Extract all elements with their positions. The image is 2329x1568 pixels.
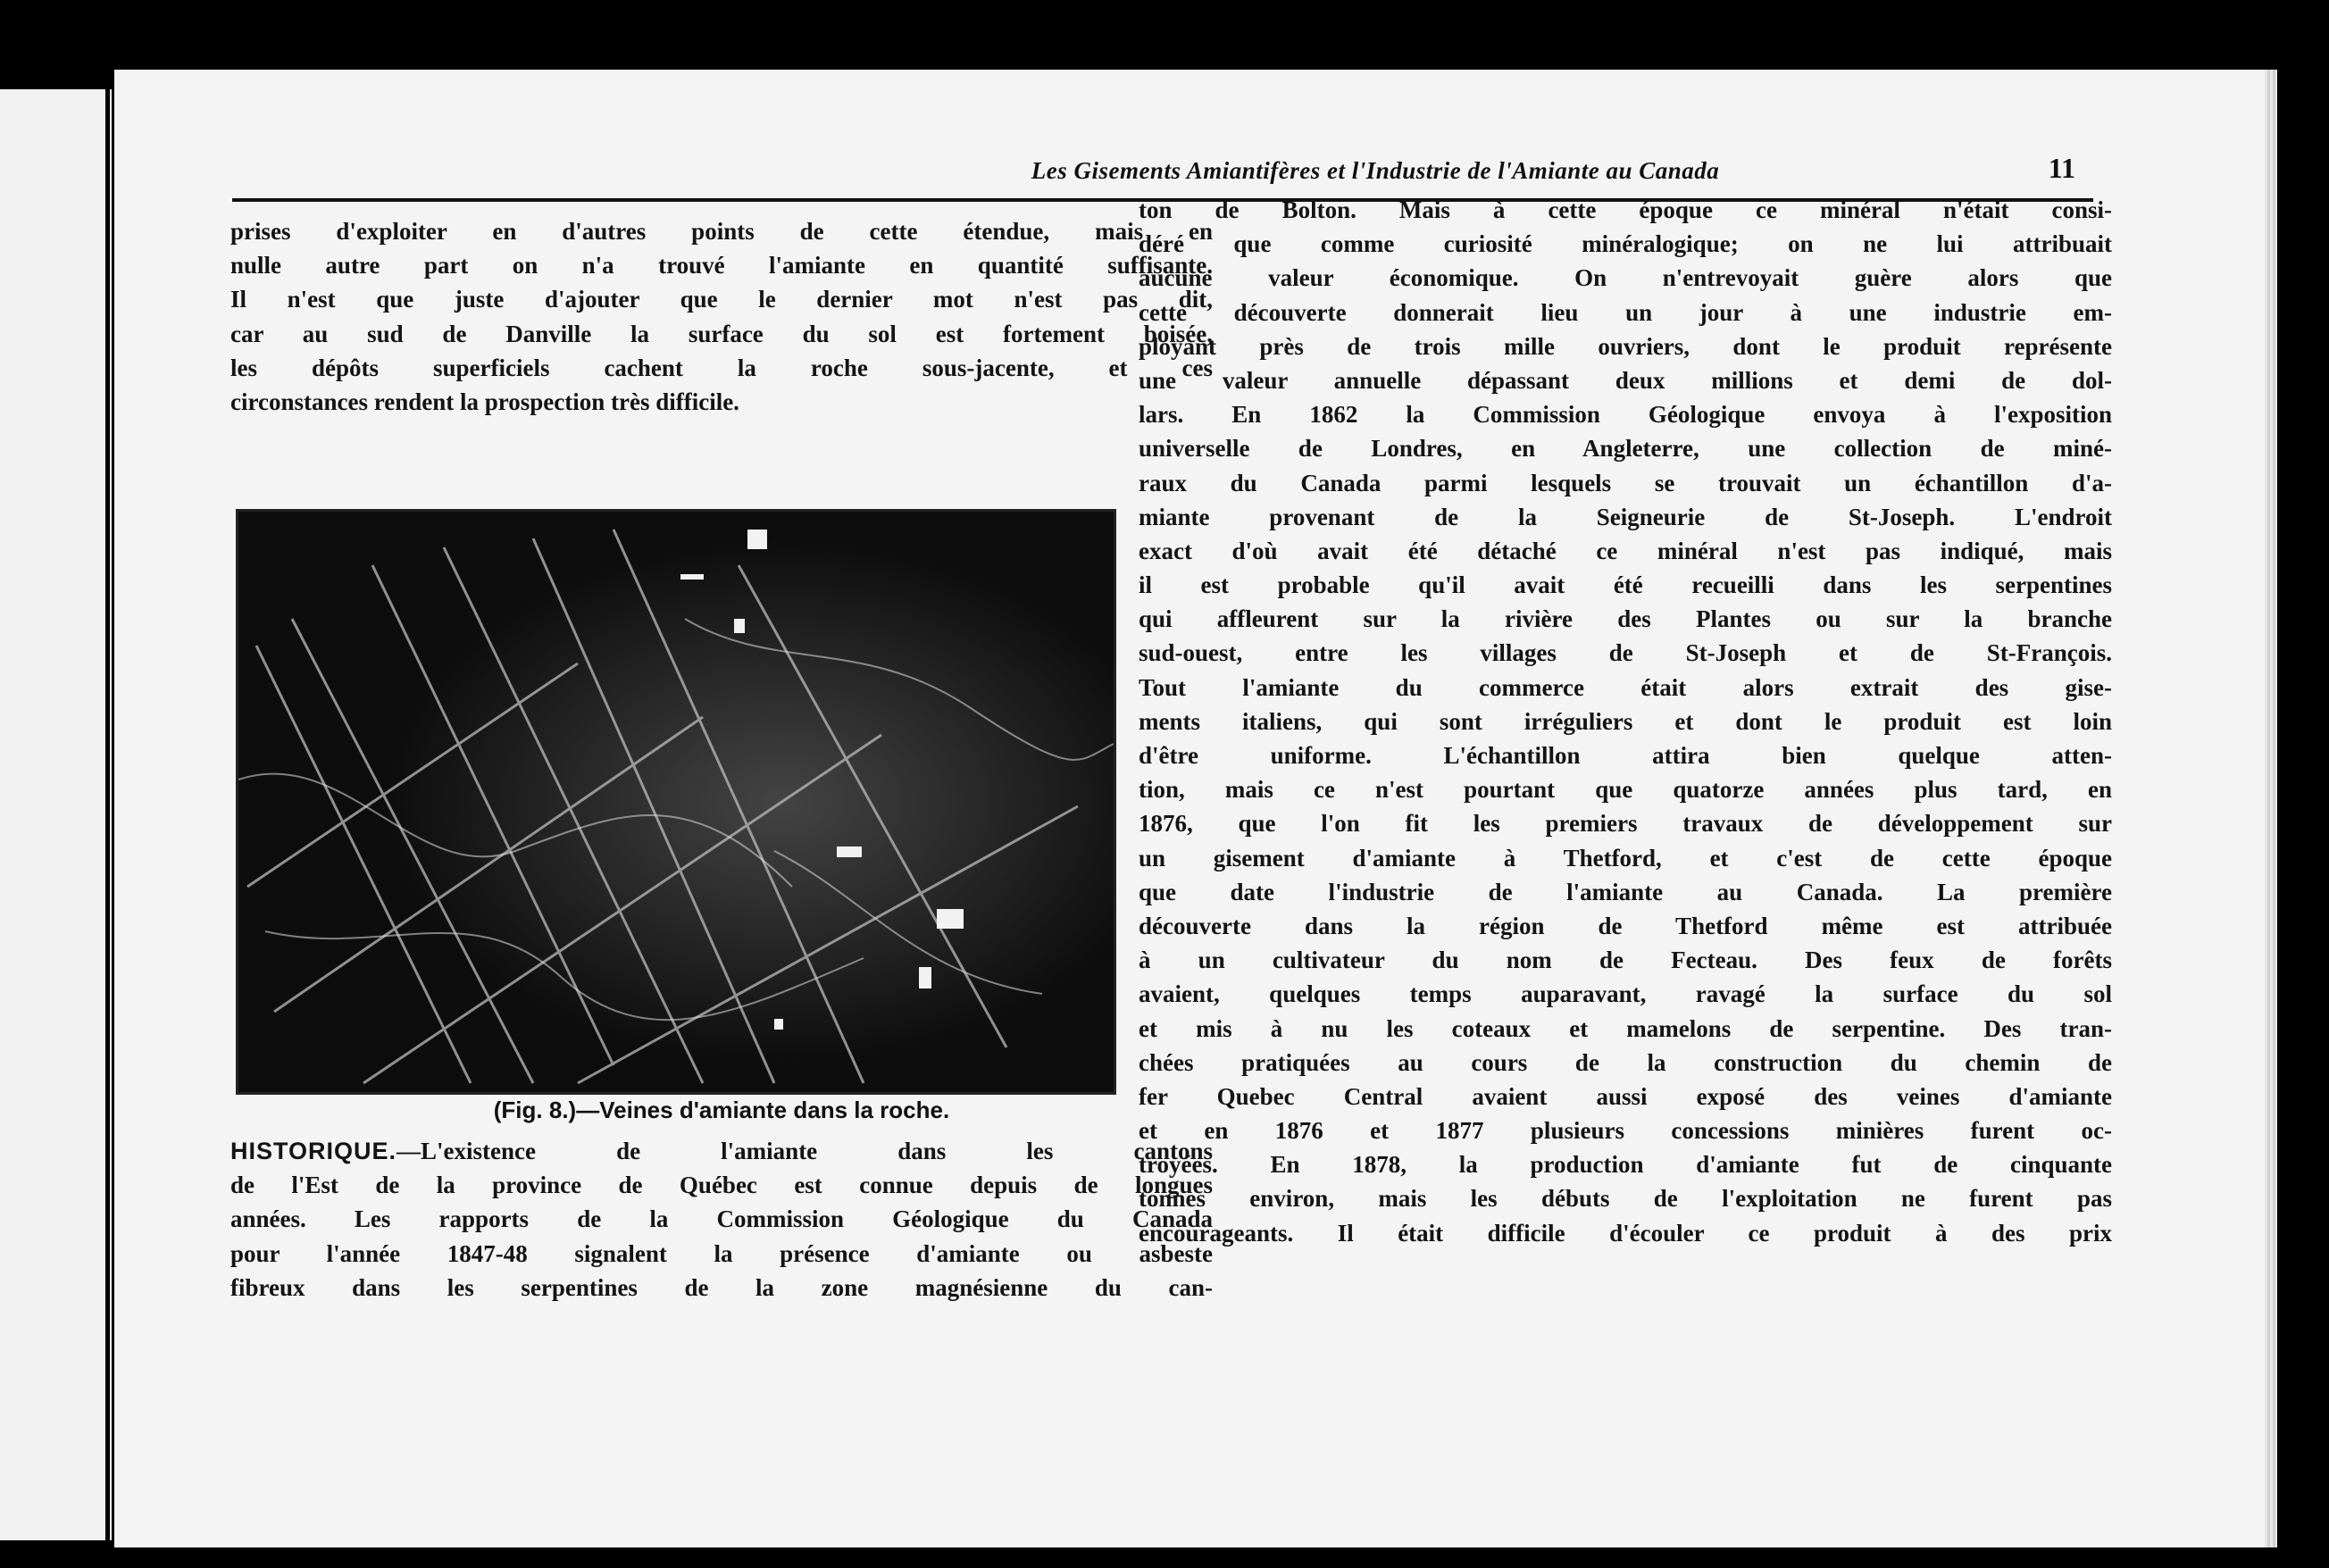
- text-line: Tout l'amiante du commerce était alors extrait des gise-: [1139, 673, 2112, 701]
- text-run: —L'existence de l'amiante dans les cantons: [397, 1138, 1213, 1164]
- text-line: tion, mais ce n'est pourtant que quatorze années plus tard, en: [1139, 776, 2112, 804]
- text-line: de l'Est de la province de Québec est connue depuis de longues: [230, 1172, 1213, 1199]
- text-line: tonnes environ, mais les débuts de l'exploitation ne furent pas: [1139, 1185, 2112, 1213]
- text-line: cette découverte donnerait lieu un jour à une industrie em-: [1139, 298, 2112, 326]
- running-head: Les Gisements Amiantifères et l'Industrie de l'Amiante au Canada: [1031, 157, 1720, 184]
- text-line: fer Quebec Central avaient aussi exposé des veines d'amiante: [1139, 1082, 2112, 1110]
- gutter-line: [105, 89, 110, 1540]
- page-header: [232, 152, 2093, 193]
- page-stack-edge: [2265, 70, 2277, 1547]
- text-line: ployant près de trois mille ouvriers, dont le produit représente: [1139, 332, 2112, 360]
- text-line: ton de Bolton. Mais à cette époque ce minéral n'était consi-: [1139, 196, 2112, 223]
- text-line: et mis à nu les coteaux et mamelons de serpentine. Des tran-: [1139, 1014, 2112, 1042]
- text-line: raux du Canada parmi lesquels se trouvait un échantillon d'a-: [1139, 469, 2112, 496]
- text-line: universelle de Londres, en Angleterre, une collection de miné-: [1139, 435, 2112, 463]
- text-line: pour l'année 1847-48 signalent la présence d'amiante ou asbeste: [230, 1239, 1213, 1267]
- text-line: fibreux dans les serpentines de la zone magnésienne du can-: [230, 1273, 1213, 1301]
- right-column: [1139, 193, 2112, 1250]
- text-line: [230, 1134, 1213, 1168]
- text-line: lars. En 1862 la Commission Géologique envoya à l'exposition: [1139, 401, 2112, 429]
- text-line: chées pratiquées au cours de la construction du chemin de: [1139, 1048, 2112, 1076]
- text-line: un gisement d'amiante à Thetford, et c'est de cette époque: [1139, 844, 2112, 872]
- text-line: 1876, que l'on fit les premiers travaux de développement sur: [1139, 810, 2112, 838]
- text-line: troyées. En 1878, la production d'amiante fut de cinquante: [1139, 1151, 2112, 1179]
- text-line: découverte dans la région de Thetford même est attribuée: [1139, 912, 2112, 939]
- text-line: qui affleurent sur la rivière des Plantes ou sur la branche: [1139, 605, 2112, 633]
- text-line: prises d'exploiter en d'autres points de cette étendue, mais en: [230, 218, 1213, 245]
- text-line: et en 1876 et 1877 plusieurs concessions minières furent oc-: [1139, 1117, 2112, 1145]
- text-line: les dépôts superficiels cachent la roche sous-jacente, et ces: [230, 354, 1213, 381]
- historique-paragraph: [230, 1134, 1213, 1305]
- text-line: sud-ouest, entre les villages de St-Joseph et de St-François.: [1139, 639, 2112, 667]
- text-line: une valeur annuelle dépassant deux millions et demi de dol-: [1139, 366, 2112, 394]
- text-line: à un cultivateur du nom de Fecteau. Des feux de forêts: [1139, 947, 2112, 974]
- text-line: encourageants. Il était difficile d'écouler ce produit à des prix: [1139, 1219, 2112, 1247]
- text-line: miante provenant de la Seigneurie de St-Joseph. L'endroit: [1139, 503, 2112, 530]
- asbestos-vein-photo: [236, 509, 1116, 1095]
- text-line: car au sud de Danville la surface du sol est fortement boisée,: [230, 320, 1213, 347]
- text-line: Il n'est que juste d'ajouter que le dernier mot n'est pas dit,: [230, 286, 1213, 313]
- page-number: 11: [2048, 152, 2075, 184]
- figure-caption: (Fig. 8.)—Veines d'amiante dans la roche.: [493, 1097, 950, 1123]
- text-line: d'être uniforme. L'échantillon attira bien quelque atten-: [1139, 742, 2112, 769]
- text-line: déré que comme curiosité minéralogique; on ne lui attribuait: [1139, 230, 2112, 258]
- facing-page-edge: [0, 89, 112, 1540]
- text-line: exact d'où avait été détaché ce minéral n'est pas indiqué, mais: [1139, 537, 2112, 564]
- left-column-top: [230, 214, 1213, 419]
- text-line: ments italiens, qui sont irréguliers et dont le produit est loin: [1139, 707, 2112, 735]
- text-line: avaient, quelques temps auparavant, ravagé la surface du sol: [1139, 980, 2112, 1008]
- text-line: circonstances rendent la prospection très difficile.: [230, 388, 739, 415]
- text-line: il est probable qu'il avait été recueilli dans les serpentines: [1139, 571, 2112, 599]
- photo-image: [238, 512, 1114, 1092]
- section-lead: HISTORIQUE.: [230, 1138, 397, 1164]
- text-line: années. Les rapports de la Commission Géologique du Canada: [230, 1205, 1213, 1233]
- text-line: que date l'industrie de l'amiante au Canada. La première: [1139, 878, 2112, 905]
- text-line: aucune valeur économique. On n'entrevoyait guère alors que: [1139, 264, 2112, 292]
- text-line: nulle autre part on n'a trouvé l'amiante en quantité suffisante.: [230, 252, 1213, 279]
